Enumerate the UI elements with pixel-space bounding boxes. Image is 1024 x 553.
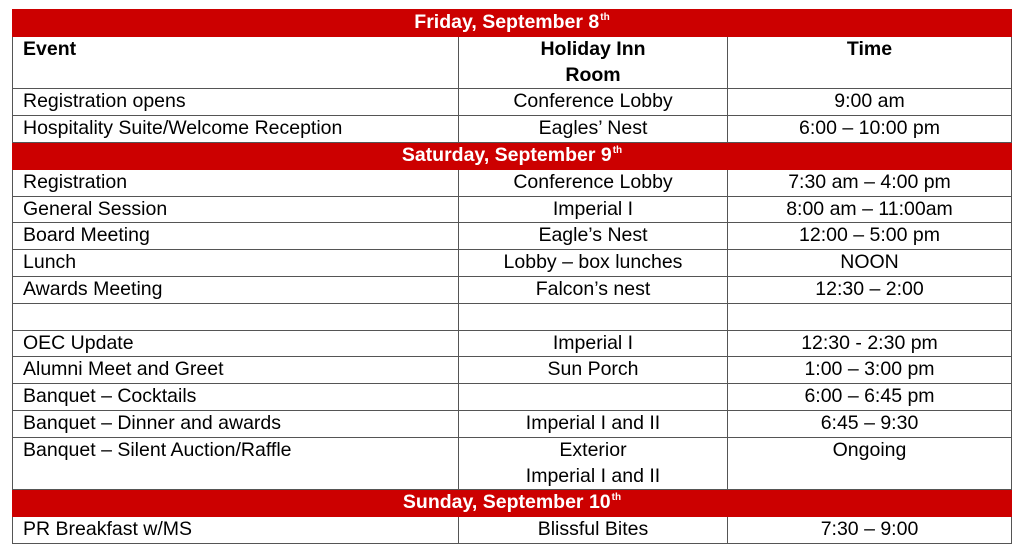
room-cell [459,384,728,411]
room-cell [459,437,728,490]
event-cell: Banquet – Cocktails [13,384,459,411]
event-cell: OEC Update [13,330,459,357]
time-cell: 9:00 am [728,89,1012,116]
column-header-row [13,36,1012,89]
time-cell: 7:30 – 9:00 [728,517,1012,544]
table-row [13,89,1012,116]
column-header-room-line1: Holiday Inn [540,37,646,60]
time-cell [728,303,1012,330]
table-row [13,116,1012,143]
room-line2: Imperial I and II [525,464,661,487]
event-cell: PR Breakfast w/MS [13,517,459,544]
room-cell: Imperial I [459,196,728,223]
table-row [13,196,1012,223]
table-row [13,169,1012,196]
time-cell: 6:45 – 9:30 [728,410,1012,437]
table-row [13,517,1012,544]
table-row [13,437,1012,490]
day-heading: Saturday, September 9 [401,143,612,166]
event-cell [13,303,459,330]
time-cell: NOON [728,250,1012,277]
room-cell: Blissful Bites [459,517,728,544]
time-cell: 7:30 am – 4:00 pm [728,169,1012,196]
event-schedule-table [12,9,1012,544]
time-cell: 6:00 – 10:00 pm [728,116,1012,143]
time-cell: 12:30 - 2:30 pm [728,330,1012,357]
day-heading-suffix: th [612,144,623,156]
event-cell: Banquet – Dinner and awards [13,410,459,437]
day-header-sunday [13,490,1012,517]
day-heading: Friday, September 8 [414,11,600,33]
event-cell: Registration [13,169,459,196]
time-cell: 1:00 – 3:00 pm [728,357,1012,384]
table-row [13,250,1012,277]
room-cell: Imperial I [459,330,728,357]
room-cell: Imperial I and II [459,410,728,437]
event-cell: Awards Meeting [13,276,459,303]
day-heading-suffix: th [611,492,622,504]
time-cell: 6:00 – 6:45 pm [728,384,1012,411]
day-heading-suffix: th [600,12,610,23]
event-cell: Registration opens [13,89,459,116]
column-header-room [459,36,728,89]
column-header-event: Event [13,36,459,89]
room-cell: Eagles’ Nest [459,116,728,143]
table-row [13,410,1012,437]
event-cell: General Session [13,196,459,223]
day-header-saturday [13,142,1012,169]
table-row [13,223,1012,250]
column-header-room-line2: Room [565,63,621,86]
table-row [13,357,1012,384]
column-header-time: Time [728,36,1012,89]
room-cell [459,303,728,330]
table-row [13,330,1012,357]
room-cell: Falcon’s nest [459,276,728,303]
day-header-friday [13,10,1012,37]
room-cell: Conference Lobby [459,89,728,116]
room-cell: Sun Porch [459,357,728,384]
time-cell: 12:00 – 5:00 pm [728,223,1012,250]
table-row [13,384,1012,411]
event-cell: Hospitality Suite/Welcome Reception [13,116,459,143]
table-row [13,276,1012,303]
time-cell: 8:00 am – 11:00am [728,196,1012,223]
room-cell: Eagle’s Nest [459,223,728,250]
room-cell: Lobby – box lunches [459,250,728,277]
event-cell: Alumni Meet and Greet [13,357,459,384]
time-cell: 12:30 – 2:00 [728,276,1012,303]
event-cell: Board Meeting [13,223,459,250]
event-cell: Banquet – Silent Auction/Raffle [13,437,459,490]
day-heading: Sunday, September 10 [402,491,611,514]
event-cell: Lunch [13,250,459,277]
room-line1: Exterior [559,438,627,461]
time-cell: Ongoing [728,437,1012,490]
room-cell: Conference Lobby [459,169,728,196]
table-row-empty [13,303,1012,330]
